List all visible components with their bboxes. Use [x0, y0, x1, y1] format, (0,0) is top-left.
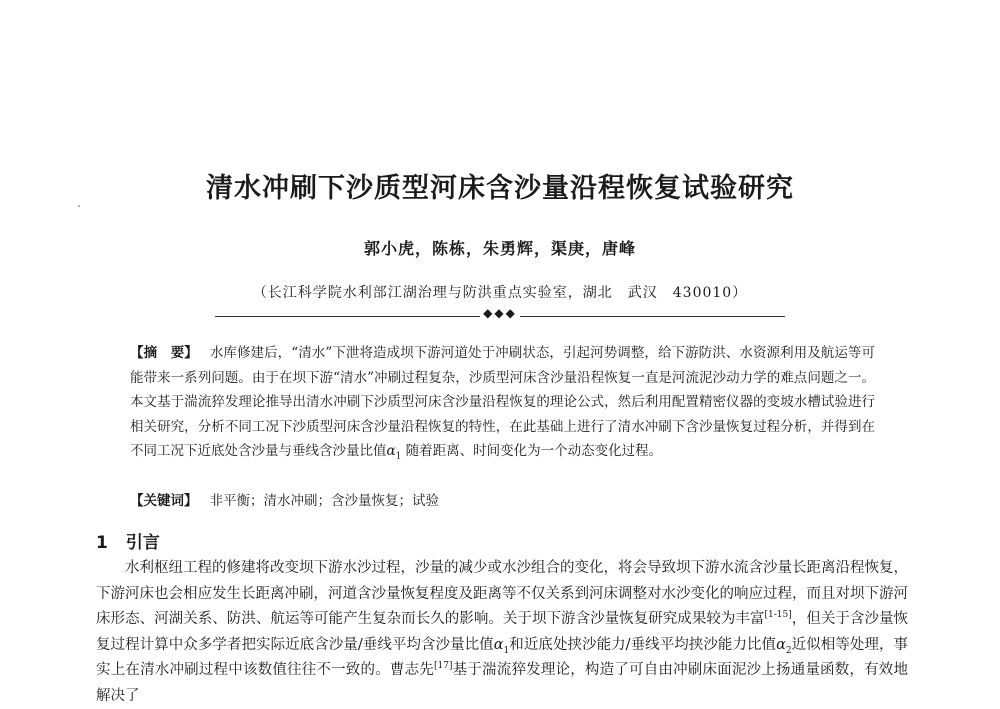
- citation-1: [1-15]: [764, 610, 792, 621]
- paper-title: 清水冲刷下沙质型河床含沙量沿程恢复试验研究: [206, 173, 794, 204]
- section-title: 引言: [125, 533, 160, 553]
- keywords-text: 非平衡；清水冲刷；含沙量恢复；试验: [209, 493, 439, 509]
- ornamental-divider: [215, 306, 785, 322]
- body-part-3: 和近底处挟沙能力/垂线平均挟沙能力比值: [509, 636, 777, 653]
- abstract-text-a: 水库修建后，“清水”下泄将造成坝下游河道处于冲刷状态，引起河势调整，给下游防洪、水资源利用及航运等可能带来一系列问题。由于在坝下游“清水”冲刷过程复杂，沙质型河床含沙量沿程恢复一直是河流泥沙动力学的难点问题之一。本文基于湍流猝发理论推导出清水冲刷下沙质型河床含沙量沿程恢复的理论公式，然后利用配置精密仪器的变坡水槽试验进行相关研究，分析不同工况下沙质型河床含沙量沿程恢复的特性，在此基础上进行了清水冲刷下含沙量恢复过程分析，并得到在不同工况下近底处含沙量与垂线含沙量比值: [130, 345, 875, 459]
- author-list: 郭小虎，陈栋，朱勇辉，渠庚，唐峰: [363, 239, 636, 258]
- body-part-2: ，但关于含沙量恢复过程计算中众多学者把实际近底含沙量/垂线平均含沙量比值: [96, 611, 909, 653]
- divider-line-right: [520, 316, 785, 317]
- alpha-1-symbol: $\alpha_1$: [493, 636, 510, 656]
- alpha-2-symbol: $\alpha_2$: [776, 636, 792, 656]
- citation-2: [17]: [433, 661, 453, 672]
- divider-line-left: [215, 316, 480, 317]
- body-part-1: 水利枢纽工程的修建将改变坝下游水沙过程，沙量的减少或水沙组合的变化，将会导致坝下游水流含沙量长距离沿程恢复，下游河床也会相应发生长距离冲刷，河道含沙量恢复程度及距离等不仅关系到河床调整对水沙变化的响应过程，而且对坝下游河床形态、河湖关系、防洪、航运等可能产生复杂而长久的影响。关于坝下游含沙量恢复研究成果较为丰富: [96, 560, 908, 627]
- abstract-text-b: 随着距离、时间变化为一个动态变化过程。: [405, 443, 663, 459]
- keywords: [130, 491, 875, 511]
- intro-paragraph: [96, 556, 908, 709]
- scan-speck: [78, 205, 80, 207]
- author-affiliation: （长江科学院水利部江湖治理与防洪重点实验室，湖北 武汉 430010）: [252, 285, 748, 301]
- keywords-label: 【关键词】: [130, 493, 198, 509]
- abstract-alpha: $\alpha_1$: [386, 443, 402, 462]
- abstract: [130, 341, 875, 464]
- divider-diamonds: ◆◆◆: [483, 306, 517, 320]
- section-heading: [96, 528, 160, 553]
- section-number: 1: [96, 533, 108, 553]
- body-part-5: 基于湍流猝发理论，构造了可自由冲刷床面泥沙上扬通量函数，有效地解决了: [96, 662, 909, 704]
- body-part-4: 近似相等处理，事实上在清水冲刷过程中该数值往往不一致的。曹志先: [96, 636, 909, 678]
- abstract-label: 【摘 要】: [130, 345, 198, 361]
